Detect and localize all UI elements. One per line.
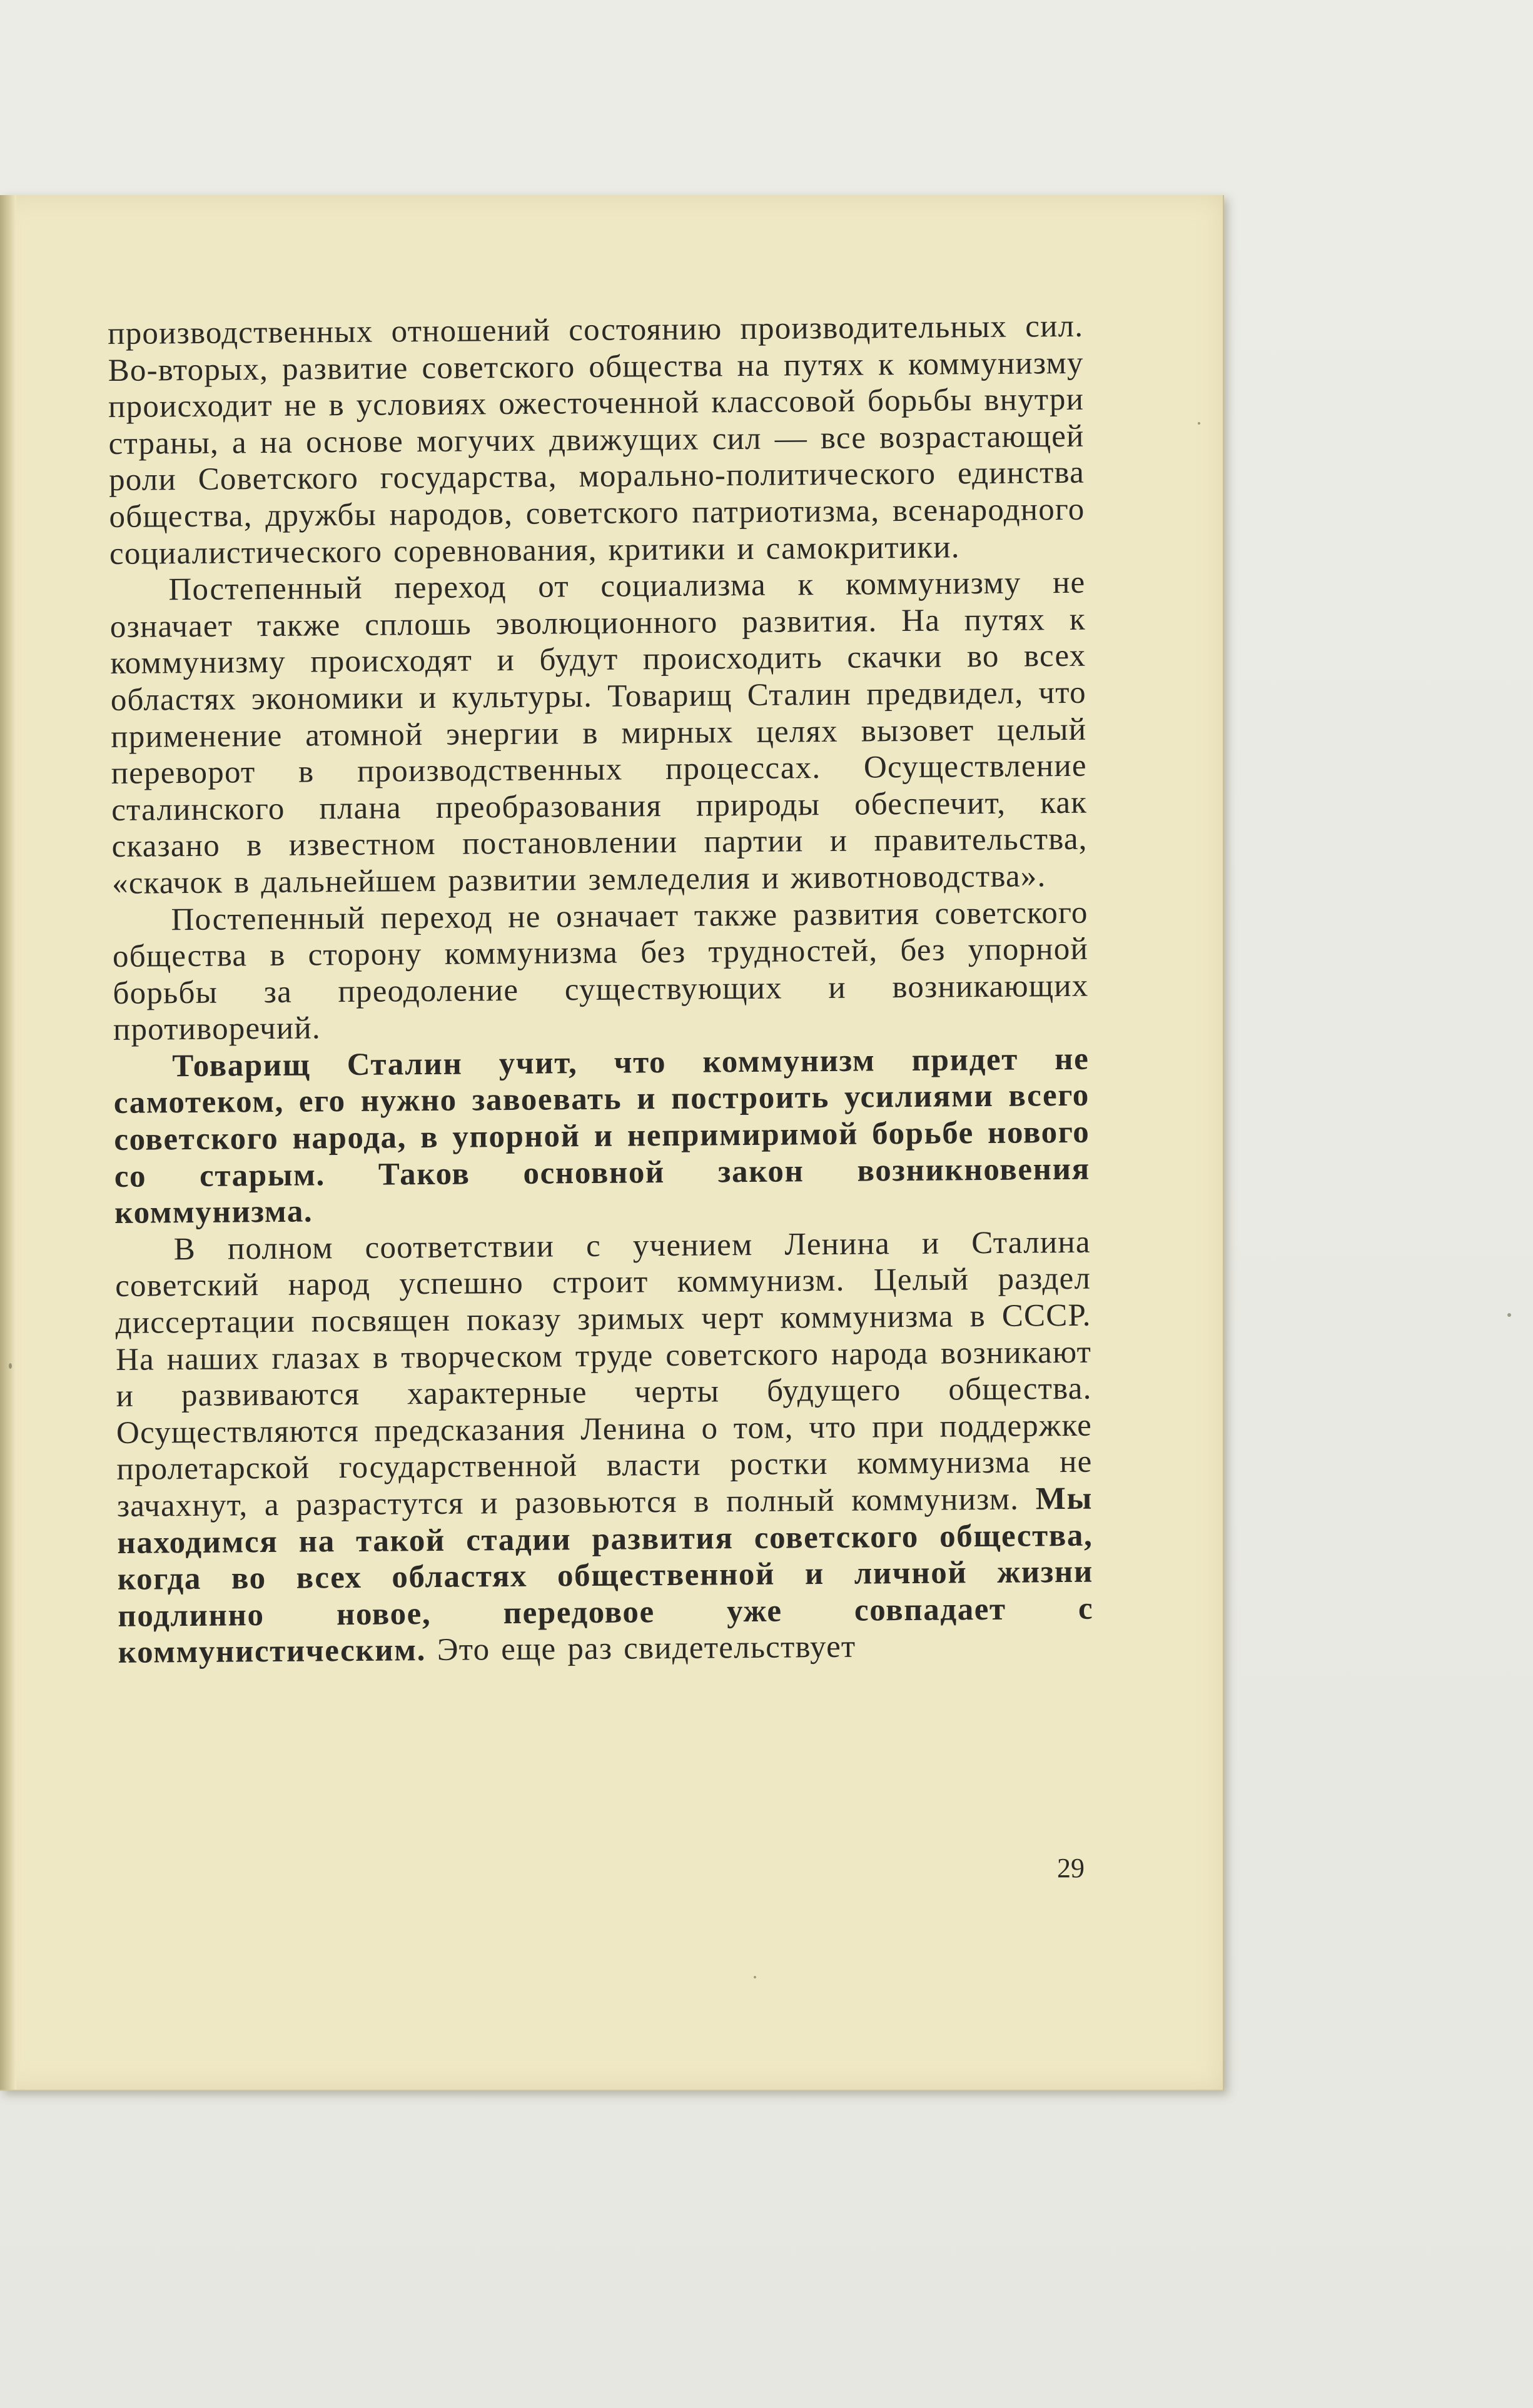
text-segment: Постепенный переход от социализма к коммунизму не означает также сплошь эволюционного развития. На путях к коммунизму происходят и будут происходить скачки во всех областях экономики и культуры. Товарищ Сталин предвидел, что применение атомной энергии в мирных целях вызовет целый переворот в производственных процессах. Осуществление сталинского плана преобразования природы обеспечит, как сказано в известном постановлении партии и правительства, «скачок в дальнейшем развитии земледелия и животноводства». — [109, 565, 1088, 901]
bold-text-segment: Мы находимся на такой стадии развития советского общества, когда во всех областях общественной и личной жизни подлинно новое, передовое уже совпадает с коммунистическим. — [117, 1481, 1094, 1671]
page-number: 29 — [1057, 1853, 1085, 1883]
text-segment: Постепенный переход не означает также развития советского общества в сторону коммунизма без трудностей, без упорной борьбы за преодоление существующих и возникающих противоречий. — [112, 895, 1089, 1048]
dust-speck — [1507, 1313, 1511, 1317]
page-binding-edge — [0, 195, 16, 2090]
text-segment: В полном соответствии с учением Ленина и Сталина советский народ успешно строит коммунизм. Целый раздел диссертации посвящен показу зримых черт коммунизма в СССР. На наших глазах в творческом труде советского народа возникают и развиваются характерные черты будущего общества. Осуществляются предсказания Ленина о том, что при поддержке пролетарской государственной власти ростки коммунизма не зачахнут, а разрастутся и разовьются в полный коммунизм. — [114, 1224, 1093, 1524]
dust-speck — [754, 1976, 756, 1978]
text-segment: Это еще раз свидетельствует — [425, 1630, 856, 1668]
page-text — [108, 308, 1094, 1671]
dust-speck — [1198, 422, 1200, 425]
paragraph — [112, 894, 1089, 1049]
text-segment: производственных отношений состоянию производительных сил. Во-вторых, развитие советского общества на путях к коммунизму происходит не в условиях ожесточенной классовой борьбы внутри страны, а на основе могучих движущих сил — все возрастающей роли Советского государства, морально-политического единства общества, дружбы народов, советского патриотизма, всенародного социалистического соревнования, критики и самокритики. — [108, 308, 1085, 572]
dust-speck — [9, 1363, 12, 1369]
paragraph — [109, 565, 1088, 902]
paragraph — [115, 1224, 1094, 1671]
paragraph — [108, 308, 1085, 572]
paragraph — [113, 1041, 1090, 1232]
bold-text-segment: Товарищ Сталин учит, что коммунизм придет не самотеком, его нужно завоевать и построить усилиями всего советского народа, в упорной и непримиримой борьбе нового со старым. Таков основной закон возникновения коммунизма. — [113, 1041, 1090, 1231]
